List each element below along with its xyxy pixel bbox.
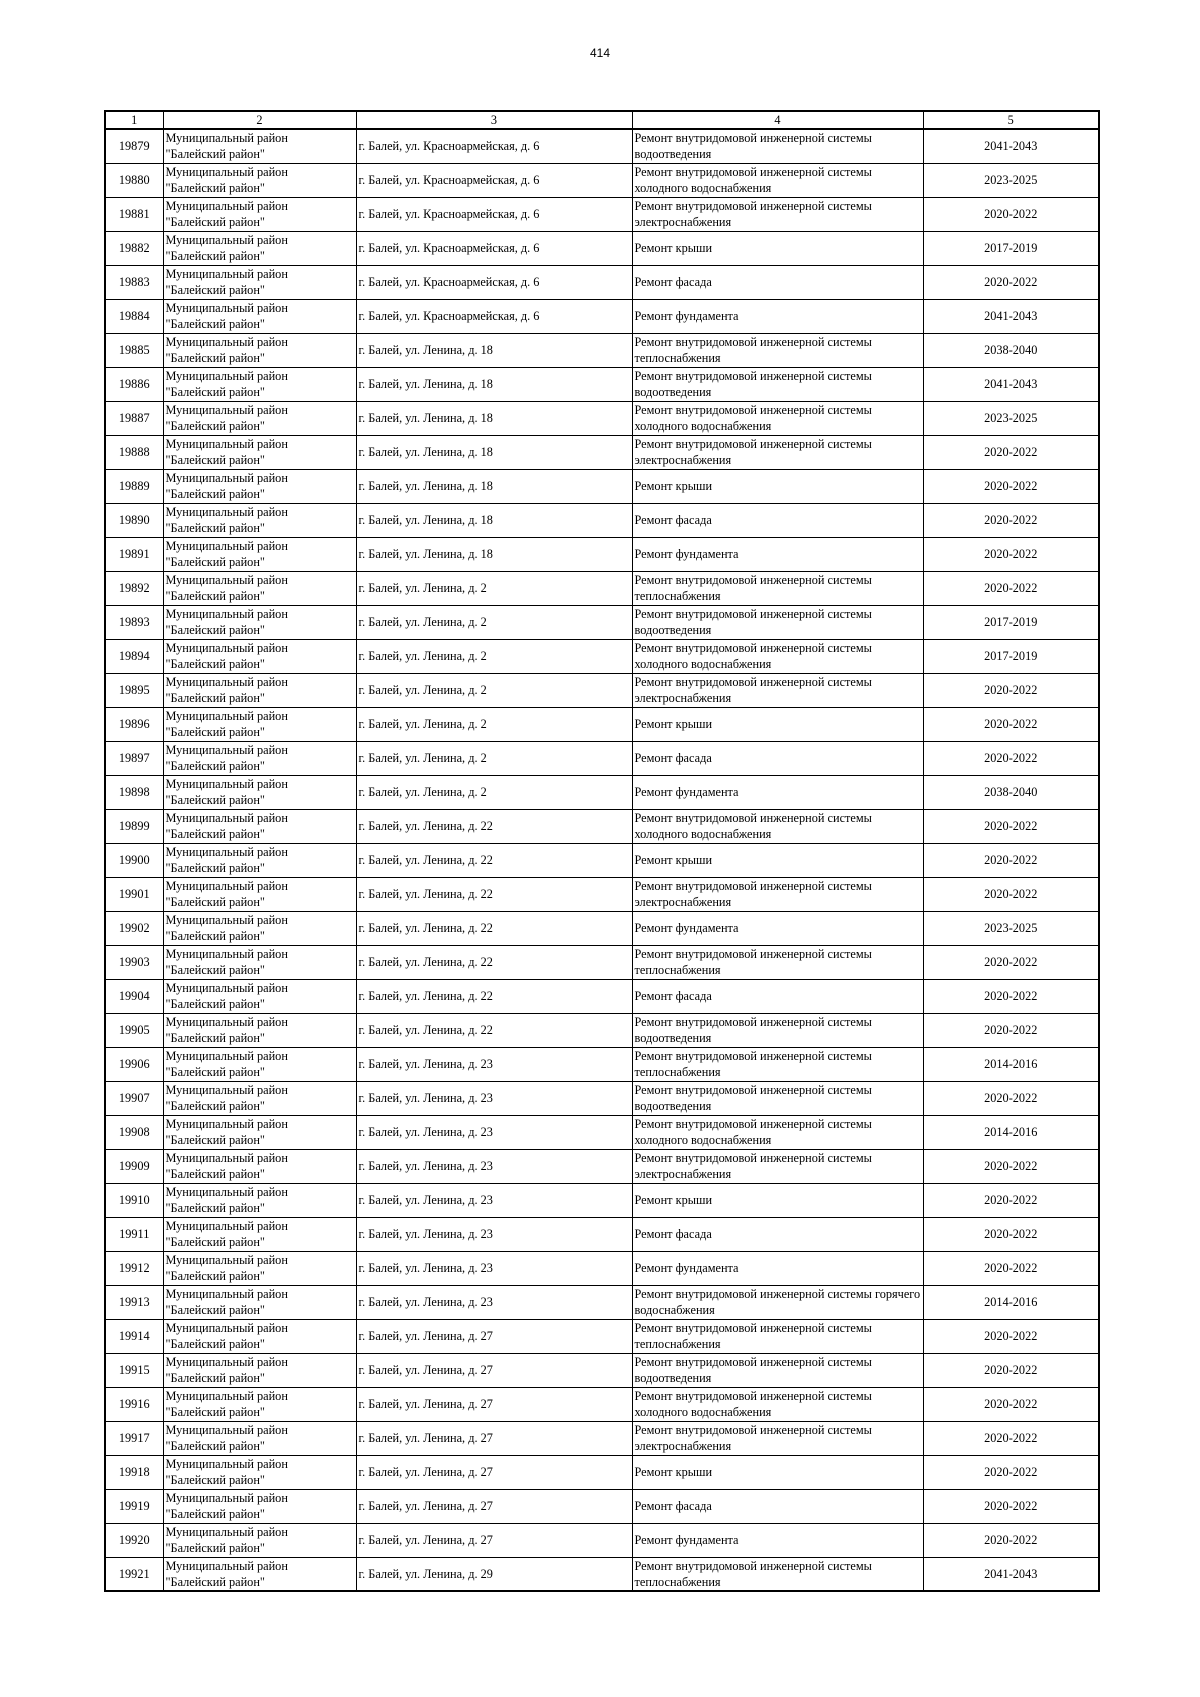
table-row bbox=[105, 1047, 1099, 1081]
municipality-cell: Муниципальный район "Балейский район" bbox=[163, 537, 356, 571]
row-number-cell: 19920 bbox=[105, 1523, 163, 1557]
work-type-cell: Ремонт фасада bbox=[632, 265, 923, 299]
period-cell: 2041-2043 bbox=[923, 129, 1099, 163]
period-cell: 2041-2043 bbox=[923, 367, 1099, 401]
address-cell: г. Балей, ул. Красноармейская, д. 6 bbox=[356, 129, 632, 163]
work-type-cell: Ремонт внутридомовой инженерной системы электроснабжения bbox=[632, 877, 923, 911]
period-cell: 2020-2022 bbox=[923, 1387, 1099, 1421]
table-row bbox=[105, 1489, 1099, 1523]
work-type-cell: Ремонт крыши bbox=[632, 469, 923, 503]
row-number-cell: 19901 bbox=[105, 877, 163, 911]
municipality-cell: Муниципальный район "Балейский район" bbox=[163, 1557, 356, 1591]
table-row bbox=[105, 1081, 1099, 1115]
row-number-cell: 19884 bbox=[105, 299, 163, 333]
table-row bbox=[105, 945, 1099, 979]
address-cell: г. Балей, ул. Ленина, д. 18 bbox=[356, 367, 632, 401]
address-cell: г. Балей, ул. Ленина, д. 23 bbox=[356, 1251, 632, 1285]
work-type-cell: Ремонт внутридомовой инженерной системы водоотведения bbox=[632, 605, 923, 639]
period-cell: 2020-2022 bbox=[923, 1489, 1099, 1523]
work-type-cell: Ремонт фундамента bbox=[632, 299, 923, 333]
row-number-cell: 19911 bbox=[105, 1217, 163, 1251]
period-cell: 2020-2022 bbox=[923, 1455, 1099, 1489]
period-cell: 2020-2022 bbox=[923, 435, 1099, 469]
address-cell: г. Балей, ул. Красноармейская, д. 6 bbox=[356, 231, 632, 265]
column-header-4: 4 bbox=[632, 111, 923, 129]
table-row bbox=[105, 605, 1099, 639]
municipality-cell: Муниципальный район "Балейский район" bbox=[163, 1013, 356, 1047]
period-cell: 2020-2022 bbox=[923, 1217, 1099, 1251]
work-type-cell: Ремонт внутридомовой инженерной системы водоотведения bbox=[632, 129, 923, 163]
work-type-cell: Ремонт внутридомовой инженерной системы теплоснабжения bbox=[632, 1047, 923, 1081]
period-cell: 2020-2022 bbox=[923, 1149, 1099, 1183]
row-number-cell: 19899 bbox=[105, 809, 163, 843]
period-cell: 2020-2022 bbox=[923, 571, 1099, 605]
municipality-cell: Муниципальный район "Балейский район" bbox=[163, 231, 356, 265]
table-row bbox=[105, 401, 1099, 435]
work-type-cell: Ремонт внутридомовой инженерной системы холодного водоснабжения bbox=[632, 1115, 923, 1149]
table-row bbox=[105, 1183, 1099, 1217]
municipality-cell: Муниципальный район "Балейский район" bbox=[163, 129, 356, 163]
work-type-cell: Ремонт фасада bbox=[632, 741, 923, 775]
table-row bbox=[105, 537, 1099, 571]
period-cell: 2020-2022 bbox=[923, 945, 1099, 979]
row-number-cell: 19885 bbox=[105, 333, 163, 367]
address-cell: г. Балей, ул. Ленина, д. 18 bbox=[356, 469, 632, 503]
municipality-cell: Муниципальный район "Балейский район" bbox=[163, 775, 356, 809]
work-type-cell: Ремонт внутридомовой инженерной системы теплоснабжения bbox=[632, 945, 923, 979]
table-row bbox=[105, 265, 1099, 299]
municipality-cell: Муниципальный район "Балейский район" bbox=[163, 435, 356, 469]
address-cell: г. Балей, ул. Ленина, д. 18 bbox=[356, 537, 632, 571]
work-type-cell: Ремонт фундамента bbox=[632, 775, 923, 809]
work-type-cell: Ремонт фасада bbox=[632, 503, 923, 537]
municipality-cell: Муниципальный район "Балейский район" bbox=[163, 1081, 356, 1115]
row-number-cell: 19910 bbox=[105, 1183, 163, 1217]
municipality-cell: Муниципальный район "Балейский район" bbox=[163, 1285, 356, 1319]
row-number-cell: 19892 bbox=[105, 571, 163, 605]
municipality-cell: Муниципальный район "Балейский район" bbox=[163, 469, 356, 503]
table-row bbox=[105, 673, 1099, 707]
row-number-cell: 19921 bbox=[105, 1557, 163, 1591]
row-number-cell: 19881 bbox=[105, 197, 163, 231]
address-cell: г. Балей, ул. Ленина, д. 2 bbox=[356, 775, 632, 809]
row-number-cell: 19907 bbox=[105, 1081, 163, 1115]
row-number-cell: 19908 bbox=[105, 1115, 163, 1149]
address-cell: г. Балей, ул. Красноармейская, д. 6 bbox=[356, 197, 632, 231]
municipality-cell: Муниципальный район "Балейский район" bbox=[163, 1217, 356, 1251]
row-number-cell: 19902 bbox=[105, 911, 163, 945]
table-row bbox=[105, 1523, 1099, 1557]
work-type-cell: Ремонт крыши bbox=[632, 1455, 923, 1489]
work-type-cell: Ремонт фасада bbox=[632, 979, 923, 1013]
row-number-cell: 19914 bbox=[105, 1319, 163, 1353]
work-type-cell: Ремонт фундамента bbox=[632, 1523, 923, 1557]
table-row bbox=[105, 163, 1099, 197]
row-number-cell: 19888 bbox=[105, 435, 163, 469]
table-row bbox=[105, 571, 1099, 605]
table-row bbox=[105, 1149, 1099, 1183]
municipality-cell: Муниципальный район "Балейский район" bbox=[163, 741, 356, 775]
municipality-cell: Муниципальный район "Балейский район" bbox=[163, 1489, 356, 1523]
period-cell: 2023-2025 bbox=[923, 401, 1099, 435]
municipality-cell: Муниципальный район "Балейский район" bbox=[163, 299, 356, 333]
period-cell: 2038-2040 bbox=[923, 333, 1099, 367]
row-number-cell: 19880 bbox=[105, 163, 163, 197]
municipality-cell: Муниципальный район "Балейский район" bbox=[163, 877, 356, 911]
period-cell: 2020-2022 bbox=[923, 265, 1099, 299]
period-cell: 2020-2022 bbox=[923, 979, 1099, 1013]
table-row bbox=[105, 1115, 1099, 1149]
work-type-cell: Ремонт внутридомовой инженерной системы холодного водоснабжения bbox=[632, 401, 923, 435]
row-number-cell: 19909 bbox=[105, 1149, 163, 1183]
row-number-cell: 19919 bbox=[105, 1489, 163, 1523]
row-number-cell: 19879 bbox=[105, 129, 163, 163]
municipality-cell: Муниципальный район "Балейский район" bbox=[163, 333, 356, 367]
address-cell: г. Балей, ул. Ленина, д. 22 bbox=[356, 911, 632, 945]
column-header-1: 1 bbox=[105, 111, 163, 129]
work-type-cell: Ремонт внутридомовой инженерной системы холодного водоснабжения bbox=[632, 809, 923, 843]
municipality-cell: Муниципальный район "Балейский район" bbox=[163, 911, 356, 945]
municipality-cell: Муниципальный район "Балейский район" bbox=[163, 605, 356, 639]
table-row bbox=[105, 877, 1099, 911]
municipality-cell: Муниципальный район "Балейский район" bbox=[163, 945, 356, 979]
row-number-cell: 19916 bbox=[105, 1387, 163, 1421]
address-cell: г. Балей, ул. Ленина, д. 22 bbox=[356, 979, 632, 1013]
address-cell: г. Балей, ул. Ленина, д. 18 bbox=[356, 503, 632, 537]
municipality-cell: Муниципальный район "Балейский район" bbox=[163, 401, 356, 435]
municipality-cell: Муниципальный район "Балейский район" bbox=[163, 707, 356, 741]
address-cell: г. Балей, ул. Ленина, д. 22 bbox=[356, 877, 632, 911]
row-number-cell: 19883 bbox=[105, 265, 163, 299]
period-cell: 2017-2019 bbox=[923, 231, 1099, 265]
address-cell: г. Балей, ул. Ленина, д. 2 bbox=[356, 605, 632, 639]
row-number-cell: 19891 bbox=[105, 537, 163, 571]
work-type-cell: Ремонт внутридомовой инженерной системы электроснабжения bbox=[632, 1149, 923, 1183]
address-cell: г. Балей, ул. Ленина, д. 27 bbox=[356, 1353, 632, 1387]
period-cell: 2017-2019 bbox=[923, 605, 1099, 639]
address-cell: г. Балей, ул. Ленина, д. 2 bbox=[356, 741, 632, 775]
period-cell: 2020-2022 bbox=[923, 1183, 1099, 1217]
municipality-cell: Муниципальный район "Балейский район" bbox=[163, 1421, 356, 1455]
address-cell: г. Балей, ул. Ленина, д. 23 bbox=[356, 1081, 632, 1115]
work-type-cell: Ремонт внутридомовой инженерной системы водоотведения bbox=[632, 1013, 923, 1047]
period-cell: 2020-2022 bbox=[923, 673, 1099, 707]
table-row bbox=[105, 231, 1099, 265]
table-row bbox=[105, 741, 1099, 775]
row-number-cell: 19904 bbox=[105, 979, 163, 1013]
address-cell: г. Балей, ул. Ленина, д. 23 bbox=[356, 1217, 632, 1251]
row-number-cell: 19898 bbox=[105, 775, 163, 809]
table-row bbox=[105, 367, 1099, 401]
address-cell: г. Балей, ул. Ленина, д. 22 bbox=[356, 1013, 632, 1047]
address-cell: г. Балей, ул. Ленина, д. 18 bbox=[356, 401, 632, 435]
work-type-cell: Ремонт внутридомовой инженерной системы теплоснабжения bbox=[632, 333, 923, 367]
municipality-cell: Муниципальный район "Балейский район" bbox=[163, 265, 356, 299]
address-cell: г. Балей, ул. Ленина, д. 29 bbox=[356, 1557, 632, 1591]
row-number-cell: 19915 bbox=[105, 1353, 163, 1387]
page-number: 414 bbox=[589, 46, 611, 60]
table-row bbox=[105, 1557, 1099, 1591]
table-row bbox=[105, 979, 1099, 1013]
period-cell: 2020-2022 bbox=[923, 537, 1099, 571]
municipality-cell: Муниципальный район "Балейский район" bbox=[163, 639, 356, 673]
period-cell: 2020-2022 bbox=[923, 469, 1099, 503]
work-type-cell: Ремонт внутридомовой инженерной системы электроснабжения bbox=[632, 1421, 923, 1455]
table-row bbox=[105, 1455, 1099, 1489]
header-row bbox=[105, 111, 1099, 129]
table-row bbox=[105, 299, 1099, 333]
period-cell: 2017-2019 bbox=[923, 639, 1099, 673]
table-row bbox=[105, 639, 1099, 673]
work-type-cell: Ремонт внутридомовой инженерной системы электроснабжения bbox=[632, 435, 923, 469]
municipality-cell: Муниципальный район "Балейский район" bbox=[163, 673, 356, 707]
municipality-cell: Муниципальный район "Балейский район" bbox=[163, 1523, 356, 1557]
period-cell: 2014-2016 bbox=[923, 1285, 1099, 1319]
address-cell: г. Балей, ул. Ленина, д. 2 bbox=[356, 571, 632, 605]
period-cell: 2038-2040 bbox=[923, 775, 1099, 809]
period-cell: 2020-2022 bbox=[923, 707, 1099, 741]
table-row bbox=[105, 707, 1099, 741]
work-type-cell: Ремонт внутридомовой инженерной системы теплоснабжения bbox=[632, 1557, 923, 1591]
table-row bbox=[105, 333, 1099, 367]
period-cell: 2020-2022 bbox=[923, 877, 1099, 911]
municipality-cell: Муниципальный район "Балейский район" bbox=[163, 1251, 356, 1285]
address-cell: г. Балей, ул. Красноармейская, д. 6 bbox=[356, 163, 632, 197]
table-header bbox=[105, 111, 1099, 129]
work-type-cell: Ремонт фундамента bbox=[632, 1251, 923, 1285]
municipality-cell: Муниципальный район "Балейский район" bbox=[163, 1149, 356, 1183]
table-row bbox=[105, 503, 1099, 537]
period-cell: 2023-2025 bbox=[923, 911, 1099, 945]
municipality-cell: Муниципальный район "Балейский район" bbox=[163, 1047, 356, 1081]
row-number-cell: 19887 bbox=[105, 401, 163, 435]
row-number-cell: 19886 bbox=[105, 367, 163, 401]
work-type-cell: Ремонт внутридомовой инженерной системы холодного водоснабжения bbox=[632, 163, 923, 197]
table-body bbox=[105, 129, 1099, 1591]
work-type-cell: Ремонт внутридомовой инженерной системы водоотведения bbox=[632, 367, 923, 401]
period-cell: 2020-2022 bbox=[923, 1251, 1099, 1285]
work-type-cell: Ремонт внутридомовой инженерной системы холодного водоснабжения bbox=[632, 1387, 923, 1421]
table-row bbox=[105, 197, 1099, 231]
address-cell: г. Балей, ул. Ленина, д. 2 bbox=[356, 673, 632, 707]
table-row bbox=[105, 469, 1099, 503]
period-cell: 2023-2025 bbox=[923, 163, 1099, 197]
table-row bbox=[105, 435, 1099, 469]
table-row bbox=[105, 775, 1099, 809]
address-cell: г. Балей, ул. Ленина, д. 27 bbox=[356, 1523, 632, 1557]
municipality-cell: Муниципальный район "Балейский район" bbox=[163, 571, 356, 605]
work-type-cell: Ремонт внутридомовой инженерной системы теплоснабжения bbox=[632, 1319, 923, 1353]
period-cell: 2020-2022 bbox=[923, 809, 1099, 843]
municipality-cell: Муниципальный район "Балейский район" bbox=[163, 979, 356, 1013]
row-number-cell: 19912 bbox=[105, 1251, 163, 1285]
row-number-cell: 19890 bbox=[105, 503, 163, 537]
address-cell: г. Балей, ул. Ленина, д. 27 bbox=[356, 1421, 632, 1455]
work-type-cell: Ремонт внутридомовой инженерной системы холодного водоснабжения bbox=[632, 639, 923, 673]
period-cell: 2020-2022 bbox=[923, 1081, 1099, 1115]
row-number-cell: 19895 bbox=[105, 673, 163, 707]
work-type-cell: Ремонт крыши bbox=[632, 1183, 923, 1217]
address-cell: г. Балей, ул. Ленина, д. 2 bbox=[356, 639, 632, 673]
municipality-cell: Муниципальный район "Балейский район" bbox=[163, 1183, 356, 1217]
work-type-cell: Ремонт внутридомовой инженерной системы водоотведения bbox=[632, 1081, 923, 1115]
municipality-cell: Муниципальный район "Балейский район" bbox=[163, 503, 356, 537]
period-cell: 2020-2022 bbox=[923, 843, 1099, 877]
address-cell: г. Балей, ул. Красноармейская, д. 6 bbox=[356, 265, 632, 299]
table-row bbox=[105, 911, 1099, 945]
period-cell: 2020-2022 bbox=[923, 1353, 1099, 1387]
address-cell: г. Балей, ул. Ленина, д. 22 bbox=[356, 945, 632, 979]
row-number-cell: 19893 bbox=[105, 605, 163, 639]
period-cell: 2020-2022 bbox=[923, 197, 1099, 231]
row-number-cell: 19897 bbox=[105, 741, 163, 775]
table-row bbox=[105, 843, 1099, 877]
address-cell: г. Балей, ул. Ленина, д. 27 bbox=[356, 1319, 632, 1353]
work-type-cell: Ремонт внутридомовой инженерной системы электроснабжения bbox=[632, 673, 923, 707]
address-cell: г. Балей, ул. Ленина, д. 27 bbox=[356, 1489, 632, 1523]
municipality-cell: Муниципальный район "Балейский район" bbox=[163, 1387, 356, 1421]
row-number-cell: 19917 bbox=[105, 1421, 163, 1455]
row-number-cell: 19894 bbox=[105, 639, 163, 673]
address-cell: г. Балей, ул. Ленина, д. 27 bbox=[356, 1455, 632, 1489]
address-cell: г. Балей, ул. Ленина, д. 2 bbox=[356, 707, 632, 741]
work-type-cell: Ремонт крыши bbox=[632, 231, 923, 265]
work-type-cell: Ремонт фундамента bbox=[632, 537, 923, 571]
table-row bbox=[105, 1217, 1099, 1251]
period-cell: 2014-2016 bbox=[923, 1047, 1099, 1081]
row-number-cell: 19906 bbox=[105, 1047, 163, 1081]
municipality-cell: Муниципальный район "Балейский район" bbox=[163, 367, 356, 401]
municipality-cell: Муниципальный район "Балейский район" bbox=[163, 1353, 356, 1387]
period-cell: 2041-2043 bbox=[923, 1557, 1099, 1591]
municipality-cell: Муниципальный район "Балейский район" bbox=[163, 843, 356, 877]
address-cell: г. Балей, ул. Ленина, д. 23 bbox=[356, 1047, 632, 1081]
address-cell: г. Балей, ул. Ленина, д. 23 bbox=[356, 1149, 632, 1183]
address-cell: г. Балей, ул. Ленина, д. 27 bbox=[356, 1387, 632, 1421]
work-type-cell: Ремонт внутридомовой инженерной системы водоотведения bbox=[632, 1353, 923, 1387]
period-cell: 2041-2043 bbox=[923, 299, 1099, 333]
table-row bbox=[105, 1319, 1099, 1353]
column-header-3: 3 bbox=[356, 111, 632, 129]
row-number-cell: 19905 bbox=[105, 1013, 163, 1047]
table-row bbox=[105, 1251, 1099, 1285]
row-number-cell: 19896 bbox=[105, 707, 163, 741]
address-cell: г. Балей, ул. Ленина, д. 22 bbox=[356, 809, 632, 843]
work-type-cell: Ремонт внутридомовой инженерной системы электроснабжения bbox=[632, 197, 923, 231]
municipality-cell: Муниципальный район "Балейский район" bbox=[163, 1319, 356, 1353]
municipality-cell: Муниципальный район "Балейский район" bbox=[163, 163, 356, 197]
address-cell: г. Балей, ул. Ленина, д. 23 bbox=[356, 1115, 632, 1149]
row-number-cell: 19900 bbox=[105, 843, 163, 877]
work-type-cell: Ремонт крыши bbox=[632, 843, 923, 877]
period-cell: 2020-2022 bbox=[923, 741, 1099, 775]
period-cell: 2014-2016 bbox=[923, 1115, 1099, 1149]
repair-schedule-table bbox=[104, 110, 1100, 1592]
address-cell: г. Балей, ул. Ленина, д. 23 bbox=[356, 1183, 632, 1217]
table-row bbox=[105, 129, 1099, 163]
address-cell: г. Балей, ул. Красноармейская, д. 6 bbox=[356, 299, 632, 333]
table-row bbox=[105, 1285, 1099, 1319]
municipality-cell: Муниципальный район "Балейский район" bbox=[163, 1455, 356, 1489]
table-row bbox=[105, 1421, 1099, 1455]
address-cell: г. Балей, ул. Ленина, д. 18 bbox=[356, 435, 632, 469]
municipality-cell: Муниципальный район "Балейский район" bbox=[163, 197, 356, 231]
work-type-cell: Ремонт фасада bbox=[632, 1217, 923, 1251]
municipality-cell: Муниципальный район "Балейский район" bbox=[163, 1115, 356, 1149]
row-number-cell: 19889 bbox=[105, 469, 163, 503]
row-number-cell: 19913 bbox=[105, 1285, 163, 1319]
row-number-cell: 19903 bbox=[105, 945, 163, 979]
work-type-cell: Ремонт фасада bbox=[632, 1489, 923, 1523]
period-cell: 2020-2022 bbox=[923, 1421, 1099, 1455]
work-type-cell: Ремонт фундамента bbox=[632, 911, 923, 945]
period-cell: 2020-2022 bbox=[923, 1013, 1099, 1047]
column-header-2: 2 bbox=[163, 111, 356, 129]
table-row bbox=[105, 1353, 1099, 1387]
work-type-cell: Ремонт внутридомовой инженерной системы теплоснабжения bbox=[632, 571, 923, 605]
column-header-5: 5 bbox=[923, 111, 1099, 129]
row-number-cell: 19918 bbox=[105, 1455, 163, 1489]
period-cell: 2020-2022 bbox=[923, 1523, 1099, 1557]
table-row bbox=[105, 1013, 1099, 1047]
work-type-cell: Ремонт крыши bbox=[632, 707, 923, 741]
table-row bbox=[105, 1387, 1099, 1421]
row-number-cell: 19882 bbox=[105, 231, 163, 265]
period-cell: 2020-2022 bbox=[923, 1319, 1099, 1353]
address-cell: г. Балей, ул. Ленина, д. 23 bbox=[356, 1285, 632, 1319]
work-type-cell: Ремонт внутридомовой инженерной системы горячего водоснабжения bbox=[632, 1285, 923, 1319]
period-cell: 2020-2022 bbox=[923, 503, 1099, 537]
address-cell: г. Балей, ул. Ленина, д. 18 bbox=[356, 333, 632, 367]
address-cell: г. Балей, ул. Ленина, д. 22 bbox=[356, 843, 632, 877]
table-row bbox=[105, 809, 1099, 843]
municipality-cell: Муниципальный район "Балейский район" bbox=[163, 809, 356, 843]
